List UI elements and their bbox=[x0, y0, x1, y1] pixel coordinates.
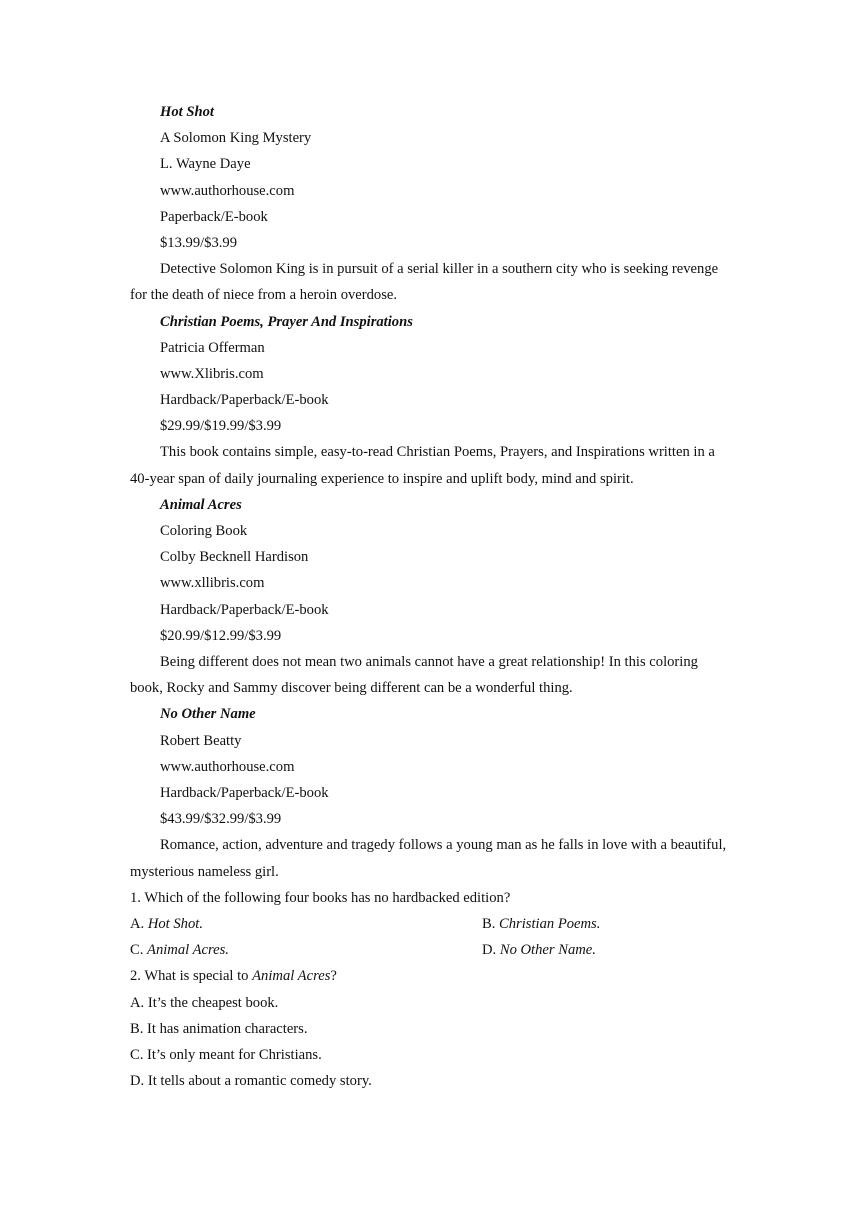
book-format: Hardback/Paperback/E-book bbox=[160, 601, 329, 618]
option-letter: A. bbox=[130, 915, 148, 932]
question-2 bbox=[130, 963, 730, 1094]
book-format: Hardback/Paperback/E-book bbox=[160, 784, 329, 801]
book-website: www.Xlibris.com bbox=[160, 365, 264, 382]
book-description: Being different does not mean two animals cannot have a great relationship! In this coloring book, Rocky and Sammy discover being different can be a wonderful thing. bbox=[130, 654, 698, 697]
options-row bbox=[130, 937, 730, 963]
option-c[interactable]: C. It’s only meant for Christians. bbox=[130, 1046, 322, 1063]
book-format: Paperback/E-book bbox=[160, 208, 268, 225]
option-text: No Other Name. bbox=[499, 942, 596, 959]
book-entry-no-other-name bbox=[130, 701, 730, 884]
option-letter: C. bbox=[130, 942, 148, 959]
book-title: Animal Acres bbox=[160, 496, 242, 513]
option-text: Christian Poems. bbox=[499, 915, 601, 932]
question-stem bbox=[130, 963, 730, 989]
option-b[interactable]: B. It has animation characters. bbox=[130, 1020, 308, 1037]
book-author: Colby Becknell Hardison bbox=[160, 549, 309, 566]
book-price: $43.99/$32.99/$3.99 bbox=[160, 811, 282, 828]
document-page bbox=[130, 99, 730, 1094]
option-letter: B. bbox=[482, 915, 500, 932]
option-c[interactable] bbox=[130, 937, 482, 963]
stem-prefix: 2. What is special to bbox=[130, 968, 253, 985]
book-author: Patricia Offerman bbox=[160, 339, 265, 356]
option-text: Animal Acres. bbox=[147, 942, 229, 959]
book-format: Hardback/Paperback/E-book bbox=[160, 392, 329, 409]
book-author: Robert Beatty bbox=[160, 732, 242, 749]
book-title: No Other Name bbox=[160, 706, 256, 723]
book-author: L. Wayne Daye bbox=[160, 156, 251, 173]
book-subtitle: Coloring Book bbox=[160, 523, 248, 540]
book-description: Detective Solomon King is in pursuit of a serial killer in a southern city who is seeking revenge for the death of niece from a heroin overdose. bbox=[130, 261, 719, 304]
book-website: www.authorhouse.com bbox=[160, 182, 295, 199]
book-website: www.authorhouse.com bbox=[160, 758, 295, 775]
question-1 bbox=[130, 885, 730, 964]
book-title: Hot Shot bbox=[160, 104, 214, 120]
book-title: Christian Poems, Prayer And Inspirations bbox=[160, 313, 413, 330]
stem-italic: Animal Acres bbox=[252, 968, 331, 985]
book-entry-christian-poems bbox=[130, 309, 730, 492]
option-a[interactable] bbox=[130, 911, 482, 937]
book-price: $20.99/$12.99/$3.99 bbox=[160, 627, 282, 644]
option-b[interactable] bbox=[482, 911, 730, 937]
stem-suffix: ? bbox=[330, 968, 337, 985]
book-subtitle: A Solomon King Mystery bbox=[160, 130, 312, 147]
option-d[interactable]: D. It tells about a romantic comedy story. bbox=[130, 1073, 372, 1090]
book-website: www.xllibris.com bbox=[160, 575, 265, 592]
option-letter: D. bbox=[482, 942, 500, 959]
book-description: This book contains simple, easy-to-read Christian Poems, Prayers, and Inspirations written in a 40-year span of daily journaling experience to inspire and uplift body, mind and spirit. bbox=[130, 444, 715, 487]
option-a[interactable]: A. It’s the cheapest book. bbox=[130, 994, 279, 1011]
book-price: $13.99/$3.99 bbox=[160, 234, 238, 251]
book-price: $29.99/$19.99/$3.99 bbox=[160, 418, 282, 435]
question-stem: 1. Which of the following four books has no hardbacked edition? bbox=[130, 889, 511, 906]
option-d[interactable] bbox=[482, 937, 730, 963]
option-text: Hot Shot. bbox=[147, 915, 203, 932]
book-entry-animal-acres bbox=[130, 492, 730, 702]
book-description: Romance, action, adventure and tragedy follows a young man as he falls in love with a beautiful, mysterious nameless girl. bbox=[130, 837, 727, 880]
options-row bbox=[130, 911, 730, 937]
book-entry-hot-shot bbox=[130, 99, 730, 309]
